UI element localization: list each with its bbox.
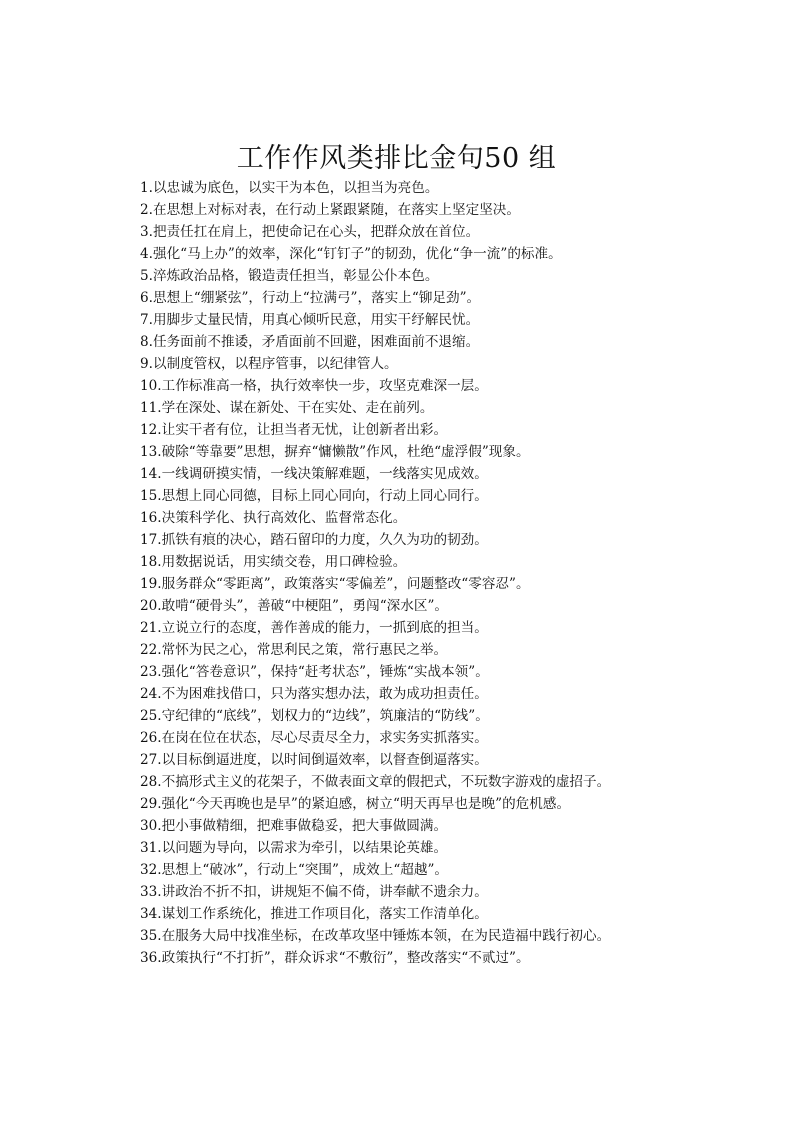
list-item: 27.以目标倒逼进度，以时间倒逼效率，以督查倒逼落实。 bbox=[140, 752, 488, 768]
list-item: 23.强化“答卷意识”，保持“赶考状态”，锤炼“实战本领”。 bbox=[140, 664, 489, 680]
list-item: 25.守纪律的“底线”，划权力的“边线”，筑廉洁的“防线”。 bbox=[140, 708, 489, 724]
list-item: 14.一线调研摸实情，一线决策解难题，一线落实见成效。 bbox=[140, 466, 488, 482]
list-item: 20.敢啃“硬骨头”，善破“中梗阻”，勇闯“深水区”。 bbox=[140, 598, 449, 614]
list-item: 30.把小事做精细，把难事做稳妥，把大事做圆满。 bbox=[140, 818, 448, 834]
list-item: 33.讲政治不折不扣，讲规矩不偏不倚，讲奉献不遗余力。 bbox=[140, 884, 488, 900]
phrase-list bbox=[140, 177, 780, 969]
list-item: 5.淬炼政治品格，锻造责任担当，彰显公仆本色。 bbox=[140, 268, 439, 284]
list-item: 4.强化“马上办”的效率，深化“钉钉子”的韧劲，优化“争一流”的标准。 bbox=[140, 246, 562, 262]
list-item: 18.用数据说话，用实绩交卷，用口碑检验。 bbox=[140, 554, 407, 570]
list-item: 21.立说立行的态度，善作善成的能力，一抓到底的担当。 bbox=[140, 620, 488, 636]
list-item: 17.抓铁有痕的决心，踏石留印的力度，久久为功的韧劲。 bbox=[140, 532, 488, 548]
list-item: 28.不搞形式主义的花架子，不做表面文章的假把式，不玩数字游戏的虚招子。 bbox=[140, 774, 611, 790]
list-item: 2.在思想上对标对表，在行动上紧跟紧随，在落实上坚定坚决。 bbox=[140, 202, 520, 218]
list-item: 1.以忠诚为底色，以实干为本色，以担当为亮色。 bbox=[140, 180, 439, 196]
list-item: 12.让实干者有位，让担当者无忧，让创新者出彩。 bbox=[140, 422, 448, 438]
list-item: 8.任务面前不推诿，矛盾面前不回避，困难面前不退缩。 bbox=[140, 334, 480, 350]
list-item: 29.强化“今天再晚也是早”的紧迫感，树立“明天再早也是晚”的危机感。 bbox=[140, 796, 571, 812]
list-item: 34.谋划工作系统化，推进工作项目化，落实工作清单化。 bbox=[140, 906, 488, 922]
list-item: 35.在服务大局中找准坐标，在改革攻坚中锤炼本领，在为民造福中践行初心。 bbox=[140, 928, 611, 944]
list-item: 24.不为困难找借口，只为落实想办法，敢为成功担责任。 bbox=[140, 686, 488, 702]
list-item: 16.决策科学化、执行高效化、监督常态化。 bbox=[140, 510, 407, 526]
list-item: 31.以问题为导向，以需求为牵引，以结果论英雄。 bbox=[140, 840, 448, 856]
list-item: 6.思想上“绷紧弦”，行动上“拉满弓”，落实上“铆足劲”。 bbox=[140, 290, 481, 306]
page-title: 工作作风类排比金句50 组 bbox=[236, 143, 557, 174]
list-item: 13.破除“等靠要”思想，摒弃“慵懒散”作风，杜绝“虚浮假”现象。 bbox=[140, 444, 530, 460]
list-item: 32.思想上“破冰”，行动上“突围”，成效上“超越”。 bbox=[140, 862, 449, 878]
list-item: 36.政策执行“不打折”，群众诉求“不敷衍”，整改落实“不贰过”。 bbox=[140, 950, 530, 966]
list-item: 22.常怀为民之心，常思利民之策，常行惠民之举。 bbox=[140, 642, 448, 658]
list-item: 7.用脚步丈量民情，用真心倾听民意，用实干纾解民忧。 bbox=[140, 312, 480, 328]
list-item: 11.学在深处、谋在新处、干在实处、走在前列。 bbox=[140, 400, 434, 416]
list-item: 3.把责任扛在肩上，把使命记在心头，把群众放在首位。 bbox=[140, 224, 480, 240]
list-item: 10.工作标准高一格，执行效率快一步，攻坚克难深一层。 bbox=[140, 378, 488, 394]
list-item: 19.服务群众“零距离”，政策落实“零偏差”，问题整改“零容忍”。 bbox=[140, 576, 530, 592]
list-item: 26.在岗在位在状态，尽心尽责尽全力，求实务实抓落实。 bbox=[140, 730, 488, 746]
list-item: 15.思想上同心同德，目标上同心同向，行动上同心同行。 bbox=[140, 488, 488, 504]
list-item: 9.以制度管权，以程序管事，以纪律管人。 bbox=[140, 356, 398, 372]
